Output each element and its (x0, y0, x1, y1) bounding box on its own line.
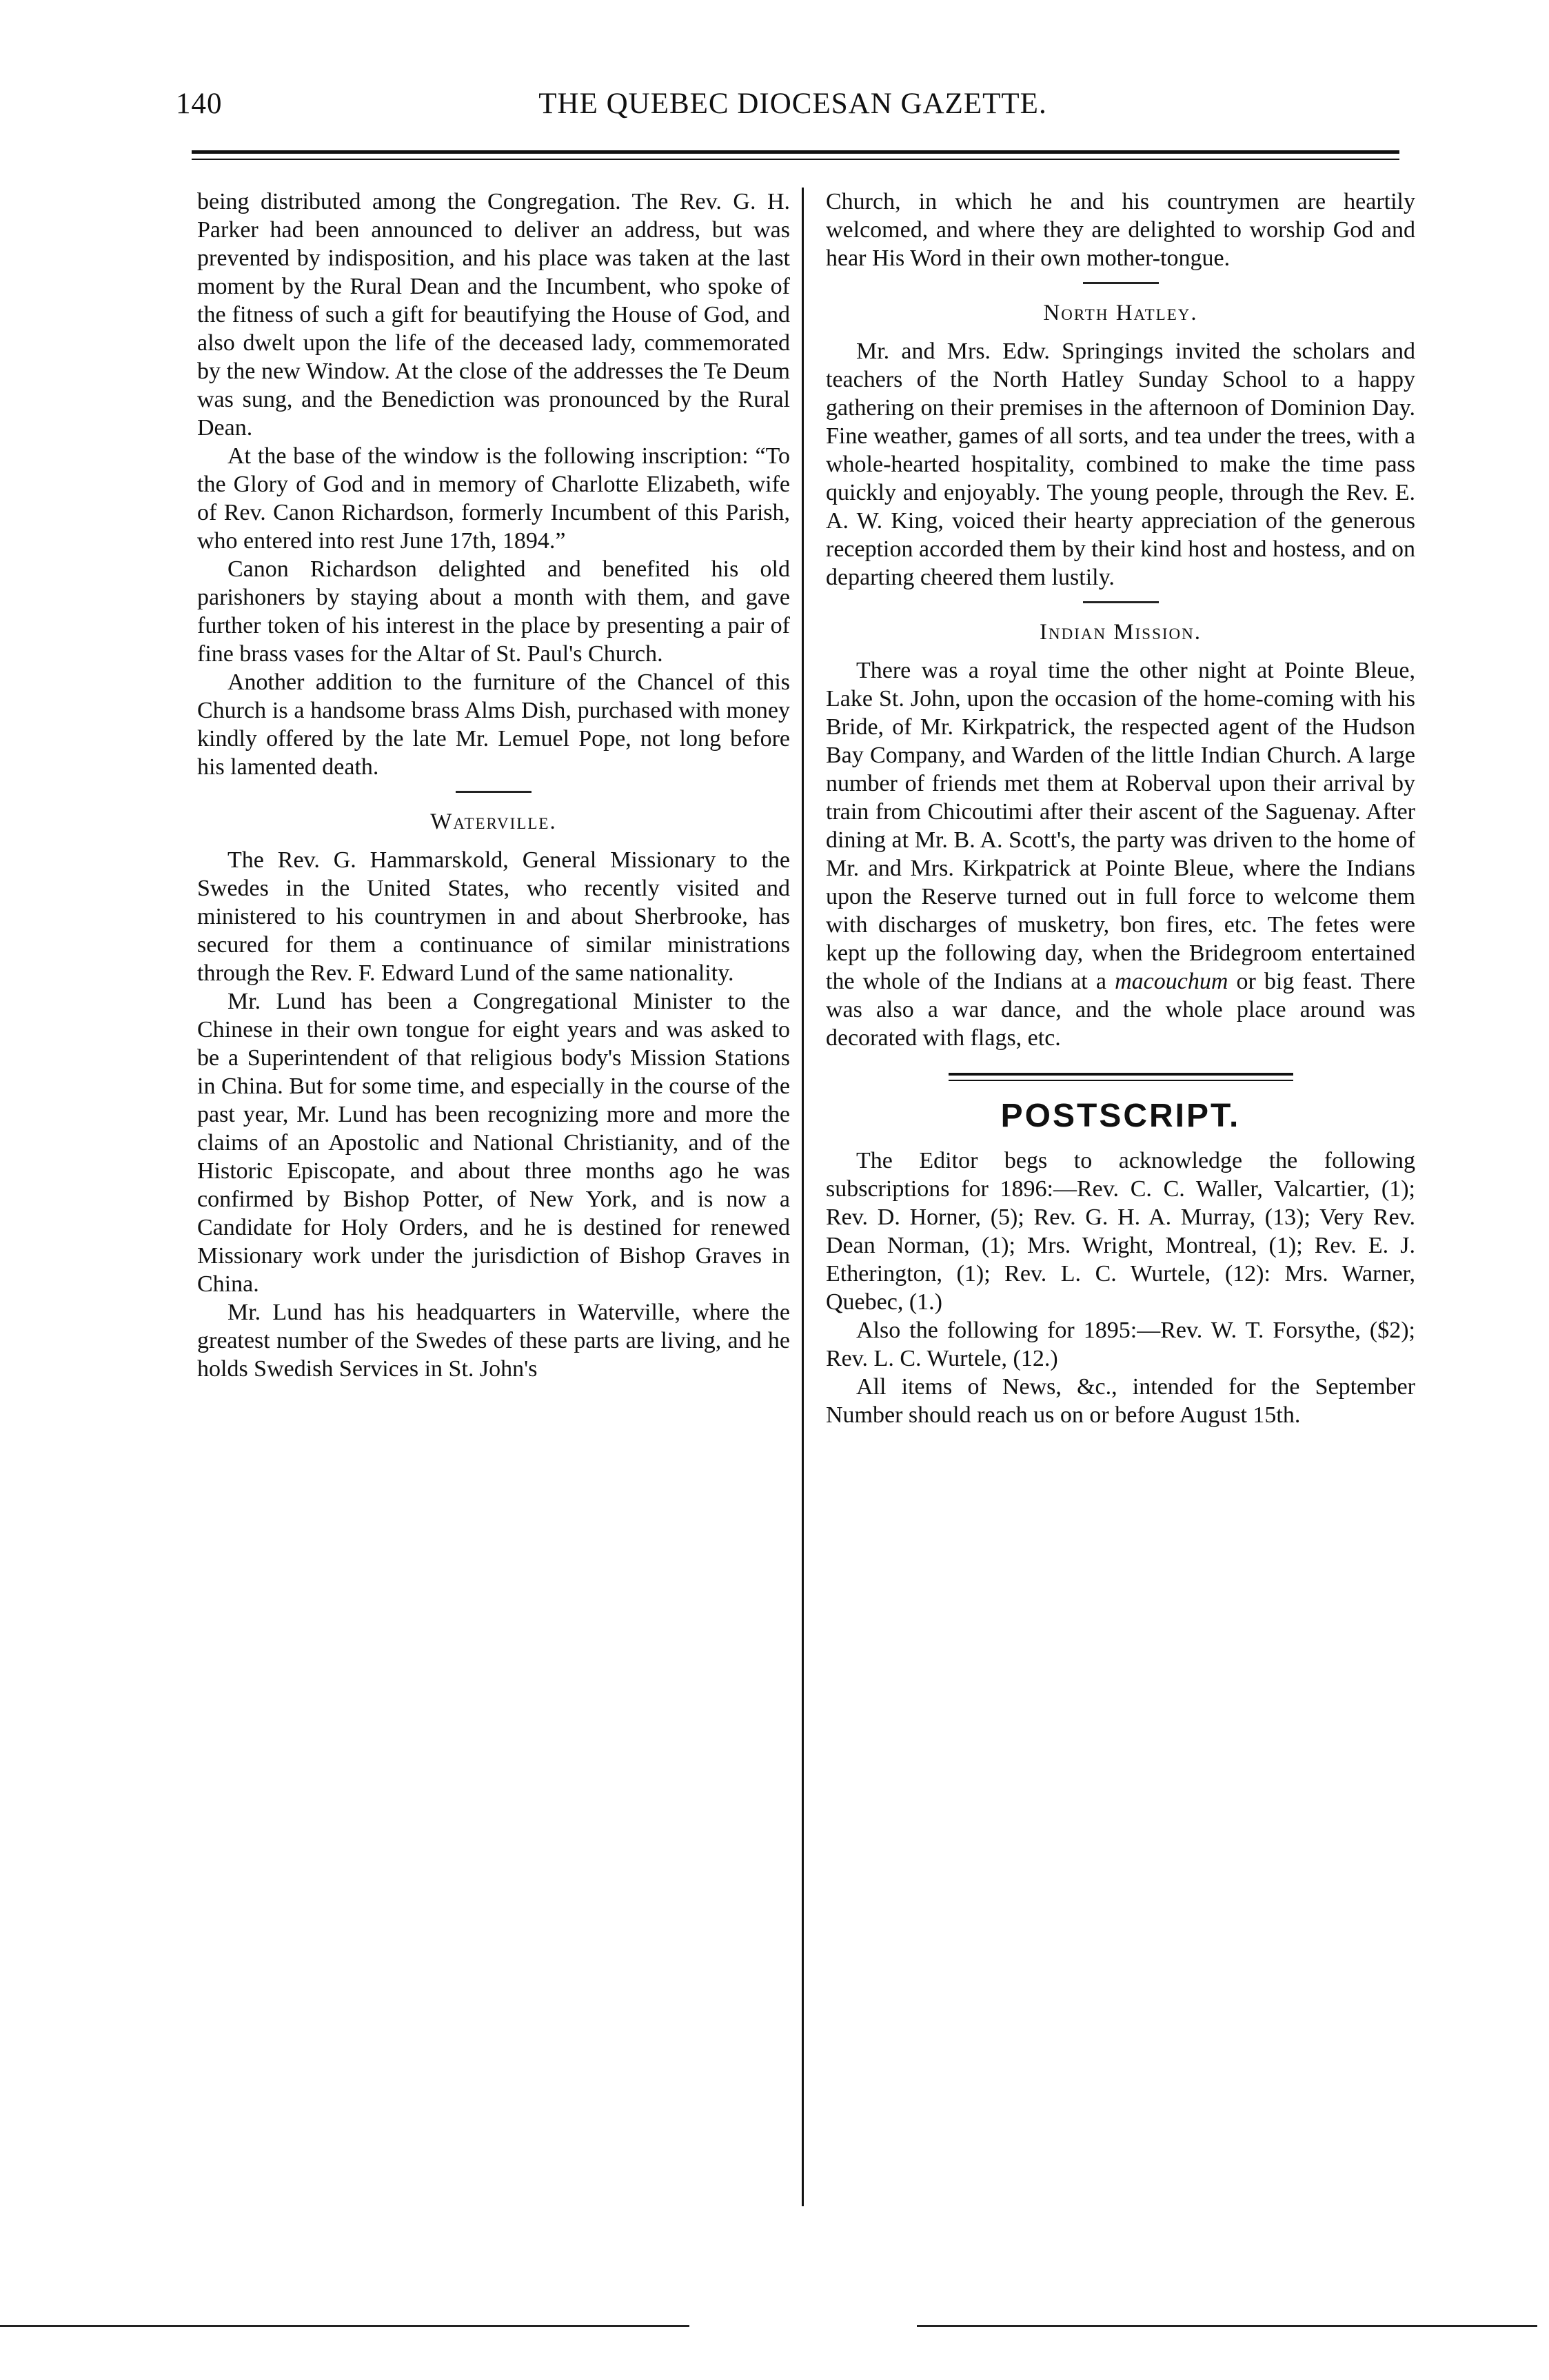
right-column (826, 188, 1415, 1429)
postscript-title: POSTSCRIPT. (1000, 1098, 1241, 1134)
paragraph: Mr. Lund has his headquarters in Waterville, where the greatest number of the Swedes of these parts are living, and he holds Swedish Services in St. John's (197, 1300, 790, 1382)
section-heading-indian-mission: Indian Mission. (1039, 620, 1202, 645)
paragraph: Canon Richardson delighted and benefited his old parishoners by staying about a month with them, and gave further token of his interest in the place by presenting a pair of fine brass vases for the Altar of St. Paul's Church. (197, 556, 790, 667)
page-header (176, 81, 1410, 123)
section-divider (1083, 282, 1159, 284)
paragraph-text: or big feast. There was also a war dance, and the whole place around was decorated with flags, etc. (826, 969, 1415, 1051)
column-divider (802, 188, 804, 2206)
paragraph (826, 656, 1415, 1052)
paragraph-text: There was a royal time the other night at Pointe Bleue, Lake St. John, upon the occasion of the home-coming with his Bride, of Mr. Kirkpatrick, the respected agent of the Hudson Bay Company, and Warden of the little Indian Church. A large number of friends met them at Roberval upon their arrival by train from Chicoutimi after their ascent of the Saguenay. After dining at Mr. B. A. Scott's, the party was driven to the home of Mr. and Mrs. Kirkpatrick at Pointe Bleue, where the Indians upon the Reserve turned out in full force to welcome them with discharges of musketry, bon fires, etc. The fetes were kept up the following day, when the Bridegroom entertained the whole of the Indians at a (826, 658, 1415, 994)
running-title: THE QUEBEC DIOCESAN GAZETTE. (538, 88, 1047, 120)
paragraph: At the base of the window is the following inscription: “To the Glory of God and in memory of Charlotte Elizabeth, wife of Rev. Canon Richardson, formerly Incumbent of this Parish, who entered into rest June 17th, 1894.” (197, 443, 790, 554)
section-divider (1083, 601, 1159, 603)
paragraph: Church, in which he and his countrymen are heartily welcomed, and where they are delighted to worship God and hear His Word in their own mother-tongue. (826, 189, 1415, 271)
section-divider (456, 791, 531, 793)
paragraph: Mr. Lund has been a Congregational Minister to the Chinese in their own tongue for eight years and was asked to be a Superintendent of that religious body's Mission Stations in China. But for some time, and especially in the course of the past year, Mr. Lund has been recognizing more and more the claims of an Apostolic and National Christianity, and of the Historic Episcopate, and about three months ago he was confirmed by Bishop Potter, of New York, and is now a Candidate for Holy Orders, and he is destined for renewed Missionary work under the jurisdiction of Bishop Graves in China. (197, 989, 790, 1297)
paragraph: The Editor begs to acknowledge the following subscriptions for 1896:—Rev. C. C. Waller, Valcartier, (1); Rev. D. Horner, (5); Rev. G. H. A. Murray, (13); Very Rev. Dean Norman, (1); Mrs. Wright, Montreal, (1); Rev. E. J. Etherington, (1); Rev. L. C. Wurtele, (12): Mrs. Warner, Quebec, (1.) (826, 1148, 1415, 1315)
paragraph: All items of News, &c., intended for the September Number should reach us on or before August 15th. (826, 1374, 1415, 1428)
left-column (197, 188, 790, 1383)
footer-rule-left (0, 2325, 689, 2327)
paragraph: being distributed among the Congregation. The Rev. G. H. Parker had been announced to deliver an address, but was prevented by indisposition, and his place was taken at the last moment by the Rural Dean and the Incumbent, who spoke of the fitness of such a gift for beautifying the House of God, and also dwelt upon the life of the deceased lady, commemorated by the new Window. At the close of the addresses the Te Deum was sung, and the Benediction was pronounced by the Rural Dean. (197, 189, 790, 441)
paragraph: Another addition to the furniture of the Chancel of this Church is a handsome brass Alms Dish, purchased with money kindly offered by the late Mr. Lemuel Pope, not long before his lamented death. (197, 669, 790, 780)
section-heading-north-hatley: North Hatley. (1043, 301, 1198, 325)
rule-thick (949, 1073, 1293, 1076)
footer-rule-right (917, 2325, 1537, 2327)
section-heading-waterville: Waterville. (430, 809, 557, 834)
postscript-rules (826, 1073, 1415, 1081)
paragraph: Also the following for 1895:—Rev. W. T. Forsythe, ($2); Rev. L. C. Wurtele, (12.) (826, 1318, 1415, 1371)
paragraph: Mr. and Mrs. Edw. Springings invited the scholars and teachers of the North Hatley Sunday School to a happy gathering on their premises in the afternoon of Dominion Day. Fine weather, games of all sorts, and tea under the trees, with a whole-hearted hospitality, combined to make the time pass quickly and enjoyably. The young people, through the Rev. E. A. W. King, voiced their hearty appreciation of the generous reception accorded them by their kind host and hostess, and on departing cheered them lustily. (826, 339, 1415, 590)
page-number: 140 (176, 88, 223, 120)
header-rule-thin (192, 159, 1399, 160)
italic-term: macouchum (1115, 969, 1228, 994)
header-rule-thick (192, 150, 1399, 154)
rule-thin (949, 1080, 1293, 1081)
paragraph: The Rev. G. Hammarskold, General Missionary to the Swedes in the United States, who recently visited and ministered to his countrymen in and about Sherbrooke, has secured for them a continuance of similar ministrations through the Rev. F. Edward Lund of the same nationality. (197, 847, 790, 986)
